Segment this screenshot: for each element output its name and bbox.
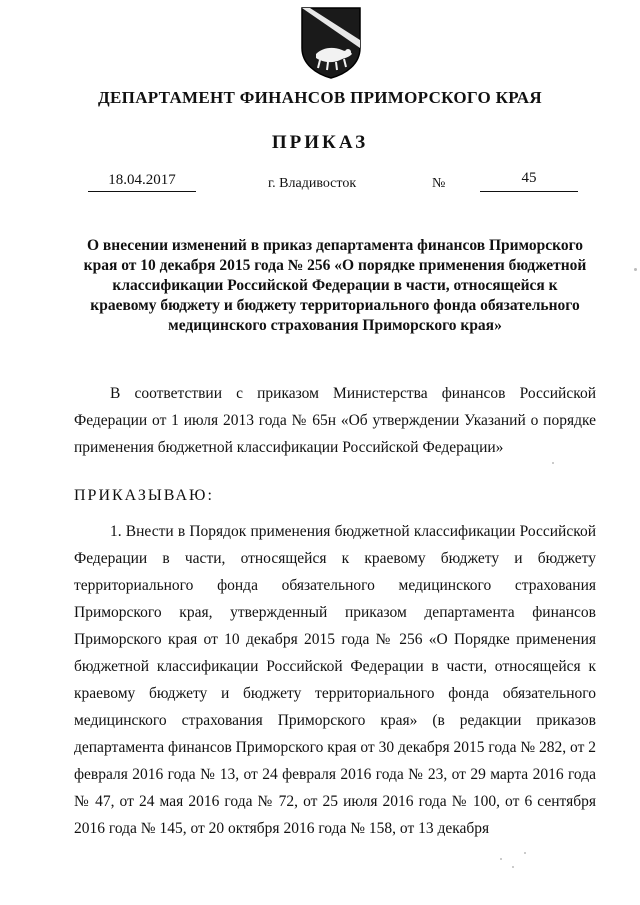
scan-speck <box>524 852 526 854</box>
preamble-paragraph: В соответствии с приказом Министерства финансов Российской Федерации от 1 июля 2013 года № 65н «Об утверждении Указаний о порядке применения бюджетной классификации Российской Федерации» <box>74 385 596 456</box>
document-type-title: ПРИКАЗ <box>271 132 369 153</box>
item-1-paragraph: 1. Внести в Порядок применения бюджетной классификации Российской Федерации в части, относящейся к краевому бюджету и бюджету территориального фонда обязательного медицинского страхования Приморского края, утвержденный приказом департамента финансов Приморского края от 10 декабря 2015 года № 256 «О Порядке применения бюджетной классификации Российской Федерации в части, относящейся к краевому бюджету и бюджету территориального фонда обязательного медицинского страхования Приморского края» (в редакции приказов департамента финансов Приморского края от 30 декабря 2015 года № 282, от 2 февраля 2016 года № 13, от 24 февраля 2016 года № 23, от 29 марта 2016 года № 47, от 24 мая 2016 года № 72, от 25 июля 2016 года № 100, от 6 сентября 2016 года № 145, от 20 октября 2016 года № 158, от 13 декабря <box>74 523 596 837</box>
scan-speck <box>500 858 502 860</box>
order-number-label: № <box>432 176 446 191</box>
department-title: ДЕПАРТАМЕНТ ФИНАНСОВ ПРИМОРСКОГО КРАЯ <box>98 88 542 107</box>
order-directive: ПРИКАЗЫВАЮ: <box>74 487 214 504</box>
order-subject: О внесении изменений в приказ департамента финансов Приморского края от 10 декабря 2015 года № 256 «О порядке применения бюджетной классификации Российской Федерации в части, относящейся к краевому бюджету и бюджету территориального фонда обязательного медицинского страхования Приморского края» <box>83 237 587 334</box>
crest-icon <box>298 4 364 80</box>
scan-speck <box>634 268 637 271</box>
scan-speck <box>512 866 514 868</box>
order-date: 18.04.2017 <box>88 172 196 192</box>
order-city: г. Владивосток <box>268 176 357 191</box>
order-number: 45 <box>480 170 578 192</box>
scan-speck <box>552 462 554 464</box>
